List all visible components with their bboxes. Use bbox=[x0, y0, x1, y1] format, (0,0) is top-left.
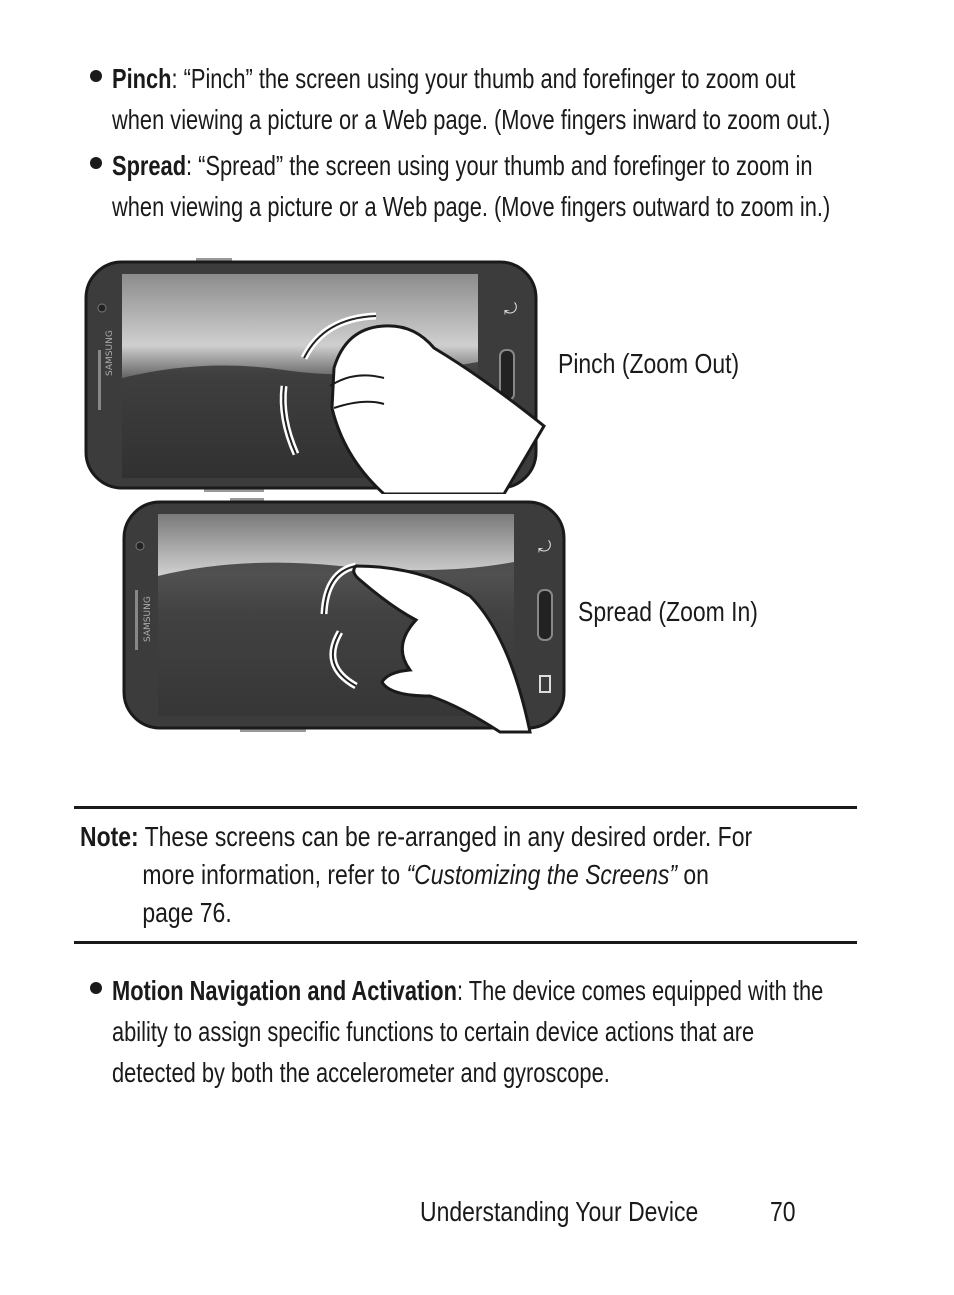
note-top-rule bbox=[74, 806, 857, 809]
motion-text-line3: detected by both the accelerometer and gyroscope. bbox=[112, 1057, 610, 1088]
note-bottom-rule bbox=[74, 941, 857, 944]
svg-text:⤾: ⤾ bbox=[538, 537, 552, 556]
bullet-dot bbox=[90, 157, 102, 169]
pinch-paragraph bbox=[112, 58, 830, 140]
spread-paragraph bbox=[112, 145, 830, 227]
caption-pinch: Pinch (Zoom Out) bbox=[558, 348, 740, 379]
note-crossref-link[interactable]: “Customizing the Screens” bbox=[406, 859, 677, 890]
brand-logo: SAMSUNG bbox=[105, 330, 115, 376]
bullet-dot bbox=[90, 982, 102, 994]
footer-section-title: Understanding Your Device bbox=[420, 1196, 699, 1227]
motion-text-line2: ability to assign specific functions to certain device actions that are bbox=[112, 1016, 755, 1047]
footer-page-number: 70 bbox=[770, 1196, 796, 1227]
caption-spread: Spread (Zoom In) bbox=[578, 596, 758, 627]
motion-text-line1: : The device comes equipped with the bbox=[457, 975, 824, 1006]
pinch-text-line1: : “Pinch” the screen using your thumb and forefinger to zoom out bbox=[171, 63, 796, 94]
pinch-term: Pinch bbox=[112, 63, 172, 94]
note-line3: page 76. bbox=[142, 897, 232, 928]
note-block bbox=[80, 818, 752, 932]
svg-text:⤾: ⤾ bbox=[504, 299, 518, 318]
spread-term: Spread bbox=[112, 150, 187, 181]
motion-term: Motion Navigation and Activation bbox=[112, 975, 458, 1006]
spread-text-line1: : “Spread” the screen using your thumb and forefinger to zoom in bbox=[186, 150, 813, 181]
pinch-text-line2: when viewing a picture or a Web page. (Move fingers inward to zoom out.) bbox=[112, 104, 831, 135]
spread-text-line2: when viewing a picture or a Web page. (Move fingers outward to zoom in.) bbox=[112, 191, 831, 222]
note-line1: These screens can be re-arranged in any desired order. For bbox=[144, 821, 753, 852]
bullet-dot bbox=[90, 70, 102, 82]
brand-logo: SAMSUNG bbox=[143, 596, 153, 642]
phone-spread-illustration bbox=[120, 496, 570, 734]
note-label: Note: bbox=[80, 821, 139, 852]
note-line2-post: on bbox=[676, 859, 709, 890]
note-line2-pre: more information, refer to bbox=[142, 859, 407, 890]
phone-pinch-illustration bbox=[84, 258, 554, 494]
motion-paragraph bbox=[112, 970, 830, 1093]
